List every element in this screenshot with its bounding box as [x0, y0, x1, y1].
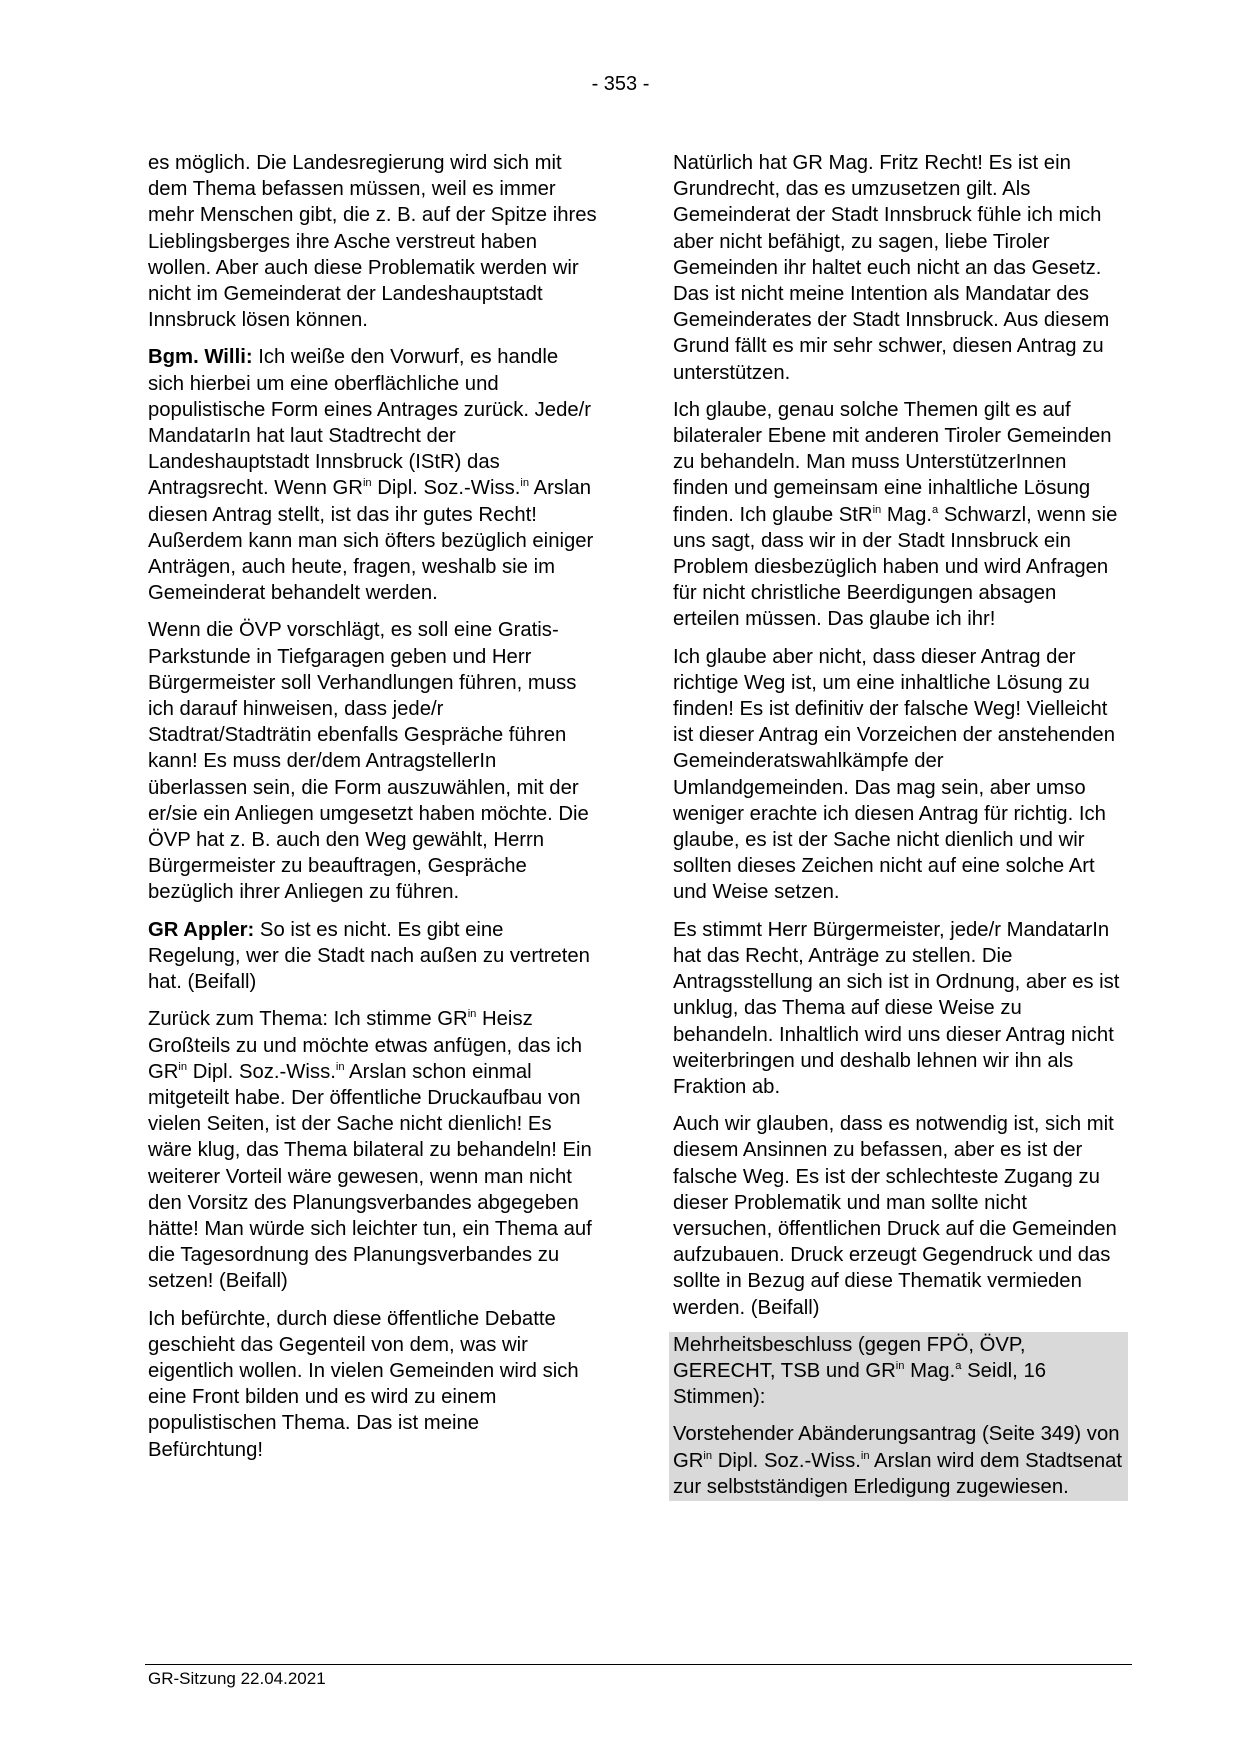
paragraph-text: Vorstehender Abänderungsantrag (Seite 349) von GR	[673, 1423, 1120, 1472]
paragraph-text: Mag.	[904, 1359, 956, 1382]
paragraph-text: Arslan diesen Antrag stellt, ist das ihr gutes Recht! Außerdem kann man sich öfters bezüglich einiger Anträgen, auch heute, fragen, weshalb sie im Gemeinderat behandelt werden.	[148, 477, 594, 605]
left-column	[148, 150, 599, 1474]
paragraph-text: Mehrheitsbeschluss (gegen FPÖ, ÖVP, GERECHT, TSB und GR	[673, 1333, 1026, 1382]
paragraph: Es stimmt Herr Bürgermeister, jede/r MandatarIn hat das Recht, Anträge zu stellen. Die Antragsstellung an sich ist in Ordnung, aber es ist unklug, das Thema auf diese Weise zu behandeln. Inhaltlich wird uns dieser Antrag nicht weiterbringen und deshalb lehnen wir ihn als Fraktion ab.	[673, 918, 1120, 1098]
superscript: in	[703, 1449, 713, 1462]
footer-divider	[145, 1664, 1132, 1665]
superscript: in	[362, 477, 372, 490]
paragraph: Ich befürchte, durch diese öffentliche Debatte geschieht das Gegenteil von dem, was wir eigentlich wollen. In vielen Gemeinden wird sich eine Front bilden und es wird zu einem populistischen Thema. Das ist meine Befürchtung!	[148, 1307, 579, 1461]
superscript: in	[520, 477, 530, 490]
paragraph: es möglich. Die Landesregierung wird sich mit dem Thema befassen müssen, weil es immer mehr Menschen gibt, die z. B. auf der Spitze ihres Lieblingsberges ihre Asche verstreut haben wollen. Aber auch diese Problematik werden wir nicht im Gemeinderat der Landeshauptstadt Innsbruck lösen können.	[148, 152, 597, 332]
paragraph-text: Seidl, 16 Stimmen):	[673, 1359, 1046, 1409]
paragraph-text: Dipl. Soz.-Wiss.	[371, 477, 521, 500]
paragraph-text: So ist es nicht. Es gibt eine Regelung, wer die Stadt nach außen zu vertreten hat. (Beifall)	[148, 918, 590, 994]
superscript: a	[932, 503, 939, 516]
superscript: in	[895, 1360, 905, 1373]
resolution-box	[669, 1332, 1128, 1501]
paragraph: Wenn die ÖVP vorschlägt, es soll eine Gratis-Parkstunde in Tiefgaragen geben und Herr Bürgermeister soll Verhandlungen führen, muss ich darauf hinweisen, dass jede/r Stadtrat/Stadträtin ebenfalls Gespräche führen kann! Es muss der/dem AntragstellerIn überlassen sein, die Form auszuwählen, mit der er/sie ein Anliegen umgesetzt haben möchte. Die ÖVP hat z. B. auch den Weg gewählt, Herrn Bürgermeister zu beauftragen, Gespräche bezüglich ihrer Anliegen zu führen.	[148, 619, 589, 904]
page-number: - 353 -	[591, 73, 650, 95]
paragraph: Auch wir glauben, dass es notwendig ist, sich mit diesem Ansinnen zu befassen, aber es ist der falsche Weg. Es ist der schlechteste Zugang zu dieser Problematik und man sollte nicht versuchen, öffentlichen Druck auf die Gemeinden aufzubauen. Druck erzeugt Gegendruck und das sollte in Bezug auf diese Thematik vermieden werden. (Beifall)	[673, 1113, 1117, 1319]
paragraph	[148, 1006, 599, 1294]
paragraph-text: Dipl. Soz.-Wiss.	[187, 1060, 336, 1083]
superscript: in	[872, 503, 882, 516]
superscript: in	[178, 1060, 188, 1073]
right-column	[673, 150, 1124, 1501]
resolution-decision	[673, 1421, 1124, 1500]
paragraph-text: Zurück zum Thema: Ich stimme GR	[148, 1008, 468, 1031]
superscript: in	[467, 1008, 477, 1021]
paragraph-text: Arslan wird dem Stadtsenat zur selbstständigen Erledigung zugewiesen.	[673, 1449, 1123, 1498]
superscript: in	[860, 1449, 870, 1462]
resolution-vote	[673, 1332, 1124, 1411]
footer-text: GR-Sitzung 22.04.2021	[148, 1669, 326, 1688]
paragraph: Ich glaube aber nicht, dass dieser Antrag der richtige Weg ist, um eine inhaltliche Lösung zu finden! Es ist definitiv der falsche Weg! Vielleicht ist dieser Antrag ein Vorzeichen der anstehenden Gemeinderatswahlkämpfe der Umlandgemeinden. Das mag sein, aber umso weniger erachte ich diesen Antrag für richtig. Ich glaube, es ist der Sache nicht dienlich und wir sollten dieses Zeichen nicht auf eine solche Art und Weise setzen.	[673, 645, 1115, 904]
superscript: in	[335, 1060, 345, 1073]
paragraph-text: Ich glaube, genau solche Themen gilt es auf bilateraler Ebene mit anderen Tiroler Gemeinden zu behandeln. Man muss UnterstützerInnen finden und gemeinsam eine inhaltliche Lösung finden. Ich glaube StR	[673, 398, 1112, 526]
paragraph	[673, 397, 1124, 633]
paragraph-text: Schwarzl, wenn sie uns sagt, dass wir in der Stadt Innsbruck ein Problem diesbezüglich haben und wird Anfragen für nicht christliche Beerdigungen absagen erteilen müssen. Das glaube ich ihr!	[673, 503, 1118, 631]
paragraph-text: Ich weiße den Vorwurf, es handle sich hierbei um eine oberflächliche und populistische Form eines Antrages zurück. Jede/r MandatarIn hat laut Stadtrecht der Landeshauptstadt Innsbruck (IStR) das Antragsrecht. Wenn GR	[148, 346, 592, 500]
paragraph-text: Dipl. Soz.-Wiss.	[712, 1449, 861, 1472]
paragraph	[148, 344, 599, 606]
speaker-name: Bgm. Willi:	[148, 346, 253, 369]
paragraph-text: Heisz Großteils zu und möchte etwas anfügen, das ich GR	[148, 1008, 583, 1083]
superscript: a	[955, 1360, 962, 1373]
paragraph: Natürlich hat GR Mag. Fritz Recht! Es ist ein Grundrecht, das es umzusetzen gilt. Als Gemeinderat der Stadt Innsbruck fühle ich mich aber nicht befähigt, zu sagen, liebe Tiroler Gemeinden ihr haltet euch nicht an das Gesetz. Das ist nicht meine Intention als Mandatar des Gemeinderates der Stadt Innsbruck. Aus diesem Grund fällt es mir sehr schwer, diesen Antrag zu unterstützen.	[673, 152, 1110, 384]
paragraph	[148, 917, 599, 996]
paragraph-text: Mag.	[881, 503, 932, 526]
paragraph-text: Arslan schon einmal mitgeteilt habe. Der öffentliche Druckaufbau von vielen Seiten, ist der Sache nicht dienlich! Es wäre klug, das Thema bilateral zu behandeln! Ein weiterer Vorteil wäre gewesen, wenn man nicht den Vorsitz des Planungsverbandes abgegeben hätte! Man würde sich leichter tun, ein Thema auf die Tagesordnung des Planungsverbandes zu setzen! (Beifall)	[148, 1060, 592, 1293]
speaker-name: GR Appler:	[148, 918, 255, 941]
